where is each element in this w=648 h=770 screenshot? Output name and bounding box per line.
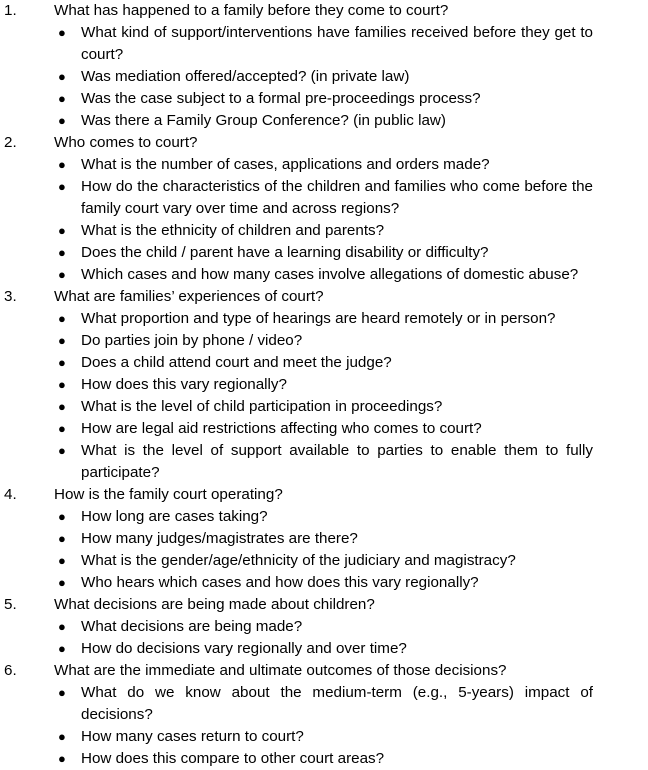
sub-question-item [0, 682, 593, 726]
question-text: What are families’ experiences of court? [54, 288, 324, 305]
sub-question-item [0, 528, 593, 550]
sub-question-item [0, 572, 593, 594]
sub-question-text: Do parties join by phone / video? [81, 332, 303, 349]
sub-question-text: How many judges/magistrates are there? [81, 530, 358, 547]
question-heading [0, 0, 648, 22]
bullet-icon: ● [58, 267, 66, 282]
sub-question-text: What is the gender/age/ethnicity of the judiciary and magistracy? [81, 552, 516, 569]
sub-question-item [0, 506, 593, 528]
sub-question-text: What is the level of child participation in proceedings? [81, 398, 443, 415]
question-heading [0, 132, 648, 154]
question-heading [0, 286, 648, 308]
bullet-icon: ● [58, 311, 66, 326]
question-block [0, 594, 648, 660]
sub-question-text: Was there a Family Group Conference? (in public law) [81, 112, 446, 129]
question-heading [0, 484, 648, 506]
question-number: 4. [4, 486, 17, 503]
question-block [0, 286, 648, 484]
sub-question-text: Which cases and how many cases involve allegations of domestic abuse? [81, 266, 579, 283]
question-number: 5. [4, 596, 17, 613]
sub-question-list [0, 308, 648, 484]
bullet-icon: ● [58, 509, 66, 524]
question-block [0, 132, 648, 286]
bullet-icon: ● [58, 729, 66, 744]
sub-question-text: What is the level of support available to parties to enable them to fully participate? [81, 442, 593, 481]
sub-question-text: Was the case subject to a formal pre-proceedings process? [81, 90, 481, 107]
sub-question-item [0, 110, 593, 132]
bullet-icon: ● [58, 641, 66, 656]
sub-question-item [0, 396, 593, 418]
bullet-icon: ● [58, 69, 66, 84]
sub-question-text: Does a child attend court and meet the judge? [81, 354, 392, 371]
sub-question-text: How do decisions vary regionally and over time? [81, 640, 407, 657]
bullet-icon: ● [58, 751, 66, 766]
question-number: 6. [4, 662, 17, 679]
question-heading [0, 660, 648, 682]
sub-question-item [0, 550, 593, 572]
question-block [0, 484, 648, 594]
sub-question-item [0, 308, 593, 330]
sub-question-item [0, 330, 593, 352]
sub-question-list [0, 154, 648, 286]
bullet-icon: ● [58, 355, 66, 370]
sub-question-text: Was mediation offered/accepted? (in private law) [81, 68, 410, 85]
bullet-icon: ● [58, 399, 66, 414]
sub-question-list [0, 682, 648, 770]
sub-question-text: How long are cases taking? [81, 508, 268, 525]
question-number: 1. [4, 2, 17, 19]
sub-question-text: How many cases return to court? [81, 728, 304, 745]
sub-question-text: How do the characteristics of the children and families who come before the family court vary over time and across regions? [81, 178, 593, 217]
question-block [0, 660, 648, 770]
sub-question-text: What is the ethnicity of children and parents? [81, 222, 385, 239]
sub-question-item [0, 352, 593, 374]
question-block [0, 0, 648, 132]
sub-question-item [0, 440, 593, 484]
sub-question-text: Does the child / parent have a learning disability or difficulty? [81, 244, 489, 261]
sub-question-list [0, 616, 648, 660]
question-number: 3. [4, 288, 17, 305]
sub-question-item [0, 616, 593, 638]
sub-question-list [0, 22, 648, 132]
bullet-icon: ● [58, 377, 66, 392]
bullet-icon: ● [58, 685, 66, 700]
sub-question-item [0, 374, 593, 396]
sub-question-item [0, 242, 593, 264]
bullet-icon: ● [58, 157, 66, 172]
bullet-icon: ● [58, 553, 66, 568]
sub-question-item [0, 264, 593, 286]
sub-question-item [0, 22, 593, 66]
sub-question-item [0, 88, 593, 110]
sub-question-item [0, 66, 593, 88]
bullet-icon: ● [58, 179, 66, 194]
bullet-icon: ● [58, 619, 66, 634]
bullet-icon: ● [58, 443, 66, 458]
bullet-icon: ● [58, 333, 66, 348]
sub-question-text: What do we know about the medium-term (e.g., 5-years) impact of decisions? [81, 684, 593, 723]
sub-question-text: Who hears which cases and how does this vary regionally? [81, 574, 479, 591]
bullet-icon: ● [58, 531, 66, 546]
sub-question-text: What decisions are being made? [81, 618, 303, 635]
sub-question-item [0, 154, 593, 176]
sub-question-item [0, 220, 593, 242]
sub-question-text: How does this compare to other court areas? [81, 750, 385, 767]
question-text: What are the immediate and ultimate outcomes of those decisions? [54, 662, 507, 679]
sub-question-item [0, 176, 593, 220]
question-text: How is the family court operating? [54, 486, 283, 503]
bullet-icon: ● [58, 223, 66, 238]
bullet-icon: ● [58, 91, 66, 106]
sub-question-text: How are legal aid restrictions affecting who comes to court? [81, 420, 482, 437]
sub-question-text: What proportion and type of hearings are heard remotely or in person? [81, 310, 556, 327]
bullet-icon: ● [58, 113, 66, 128]
sub-question-item [0, 748, 593, 770]
sub-question-text: What kind of support/interventions have families received before they get to court? [81, 24, 593, 63]
bullet-icon: ● [58, 25, 66, 40]
question-number: 2. [4, 134, 17, 151]
sub-question-text: How does this vary regionally? [81, 376, 287, 393]
bullet-icon: ● [58, 575, 66, 590]
sub-question-text: What is the number of cases, applications and orders made? [81, 156, 490, 173]
question-text: What decisions are being made about children? [54, 596, 375, 613]
bullet-icon: ● [58, 245, 66, 260]
sub-question-list [0, 506, 648, 594]
question-heading [0, 594, 648, 616]
bullet-icon: ● [58, 421, 66, 436]
question-text: What has happened to a family before they come to court? [54, 2, 449, 19]
sub-question-item [0, 418, 593, 440]
question-text: Who comes to court? [54, 134, 198, 151]
sub-question-item [0, 638, 593, 660]
sub-question-item [0, 726, 593, 748]
